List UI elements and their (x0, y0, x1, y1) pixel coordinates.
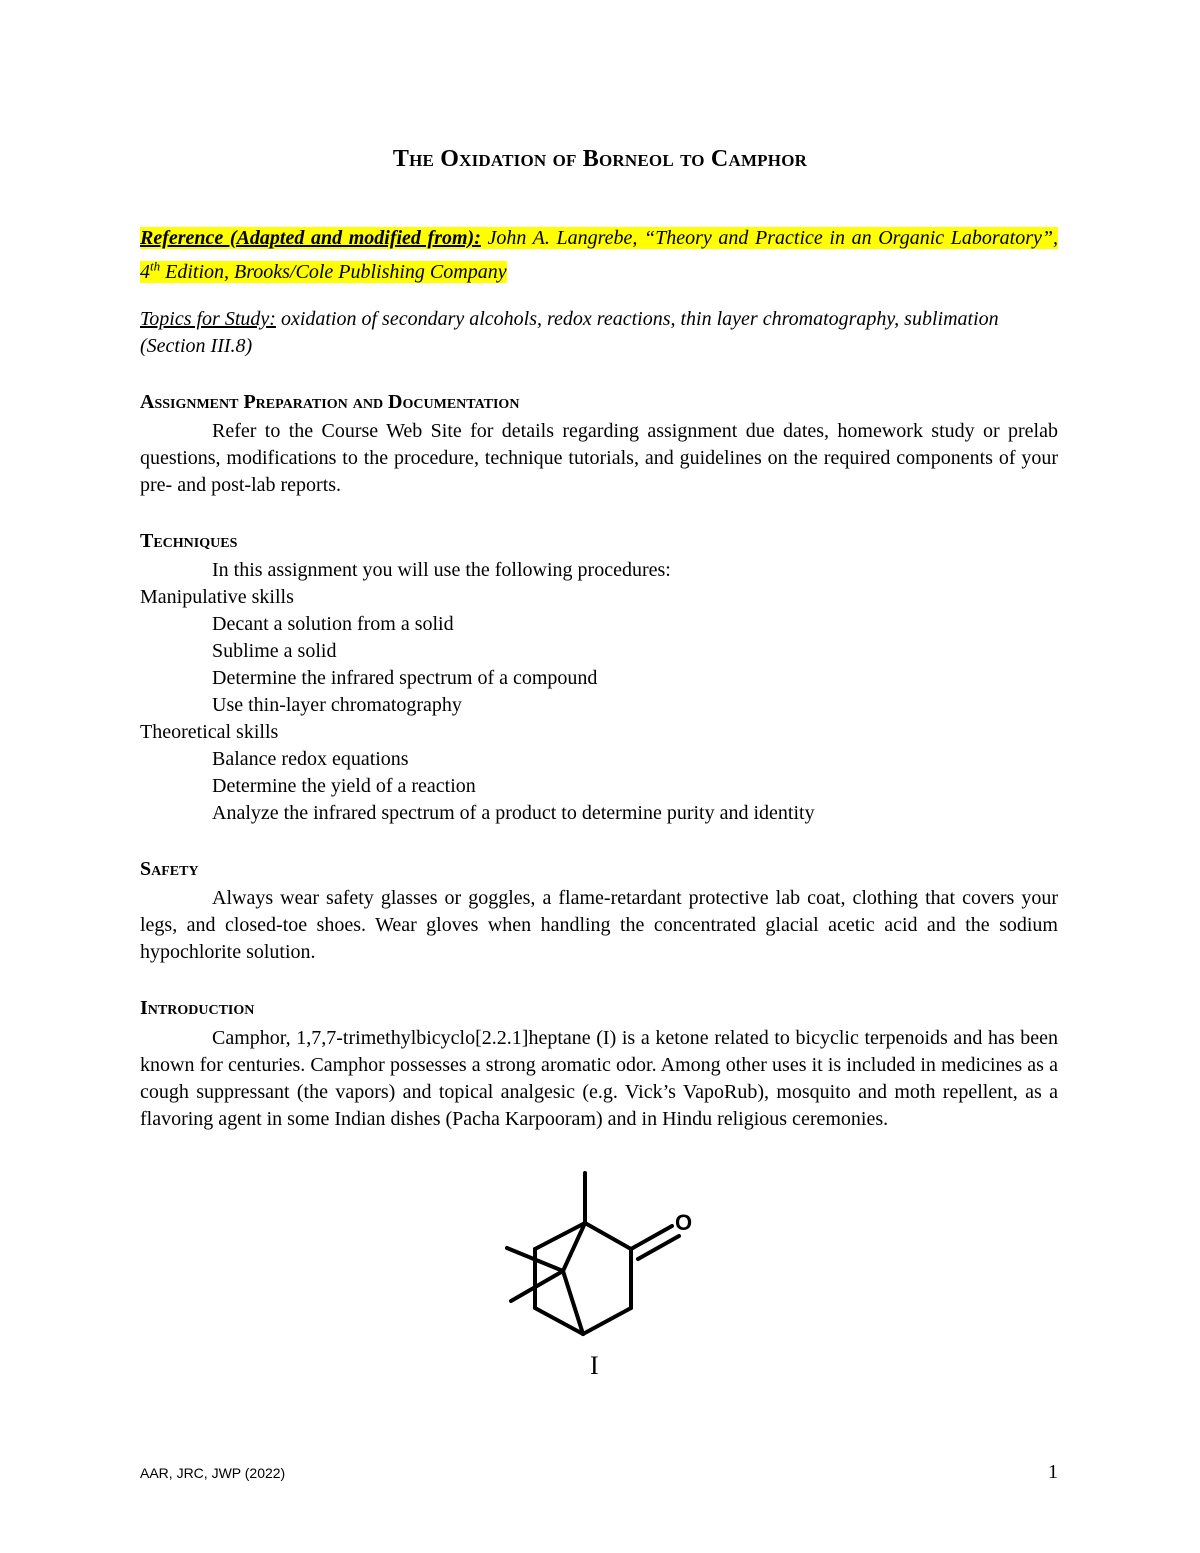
safety-body: Always wear safety glasses or goggles, a flame-retardant protective lab coat, clothing that covers your legs, and closed-toe shoes. Wear gloves when handling the concentrated glacial acetic acid and the sodium hypochlorite solution. (140, 887, 1058, 963)
techniques-intro: In this assignment you will use the following procedures: (212, 559, 671, 581)
list-item: Sublime a solid (212, 640, 337, 662)
list-item: Decant a solution from a solid (212, 613, 454, 635)
topics-text: oxidation of secondary alcohols, redox reactions, thin layer chromatography, sublimation (Section III.8) (140, 308, 999, 357)
list-item: Determine the infrared spectrum of a compound (212, 667, 598, 689)
reference-paragraph (140, 225, 1058, 286)
list-item: Balance redox equations (212, 748, 409, 770)
introduction-body: Camphor, 1,7,7-trimethylbicyclo[2.2.1]heptane (I) is a ketone related to bicyclic terpenoids and has been known for centuries. Camphor possesses a strong aromatic odor. Among other uses it is included in medicines as a cough suppressant (the vapors) and topical analgesic (e.g. Vick’s VapoRub), mosquito and moth repellent, as a flavoring agent in some Indian dishes (Pacha Karpooram) and in Hindu religious ceremonies. (140, 1027, 1058, 1130)
reference-text-1: John A. Langrebe, “Theory and Practice in an Organic Laboratory”, 4 (140, 227, 1059, 283)
footer-authors: AAR, JRC, JWP (2022) (140, 1465, 286, 1481)
reference-superscript: th (150, 258, 161, 273)
techniques-heading: Techniques (140, 530, 238, 552)
reference-label: Reference (Adapted and modified from): (140, 227, 481, 249)
list-item: Use thin-layer chromatography (212, 694, 462, 716)
assignment-heading: Assignment Preparation and Documentation (140, 391, 520, 413)
techniques-list (140, 557, 1058, 827)
camphor-structure (495, 1168, 705, 1348)
oxygen-label: O (675, 1210, 693, 1235)
list-item: Determine the yield of a reaction (212, 775, 476, 797)
safety-heading: Safety (140, 858, 199, 880)
page-number: 1 (1048, 1461, 1058, 1483)
topics-paragraph (140, 306, 1058, 360)
compound-label: I (590, 1351, 599, 1380)
reference-highlight (140, 227, 1058, 283)
introduction-heading: Introduction (140, 997, 255, 1019)
reference-text-2: Edition, Brooks/Cole Publishing Company (160, 260, 507, 283)
page-title: The Oxidation of Borneol to Camphor (392, 146, 808, 172)
theoretical-label: Theoretical skills (140, 721, 279, 743)
manipulative-label: Manipulative skills (140, 586, 294, 608)
topics-label: Topics for Study: (140, 308, 276, 330)
list-item: Analyze the infrared spectrum of a product to determine purity and identity (212, 802, 815, 824)
assignment-body: Refer to the Course Web Site for details regarding assignment due dates, homework study or prelab questions, modifications to the procedure, technique tutorials, and guidelines on the required components of your pre- and post-lab reports. (140, 420, 1058, 496)
